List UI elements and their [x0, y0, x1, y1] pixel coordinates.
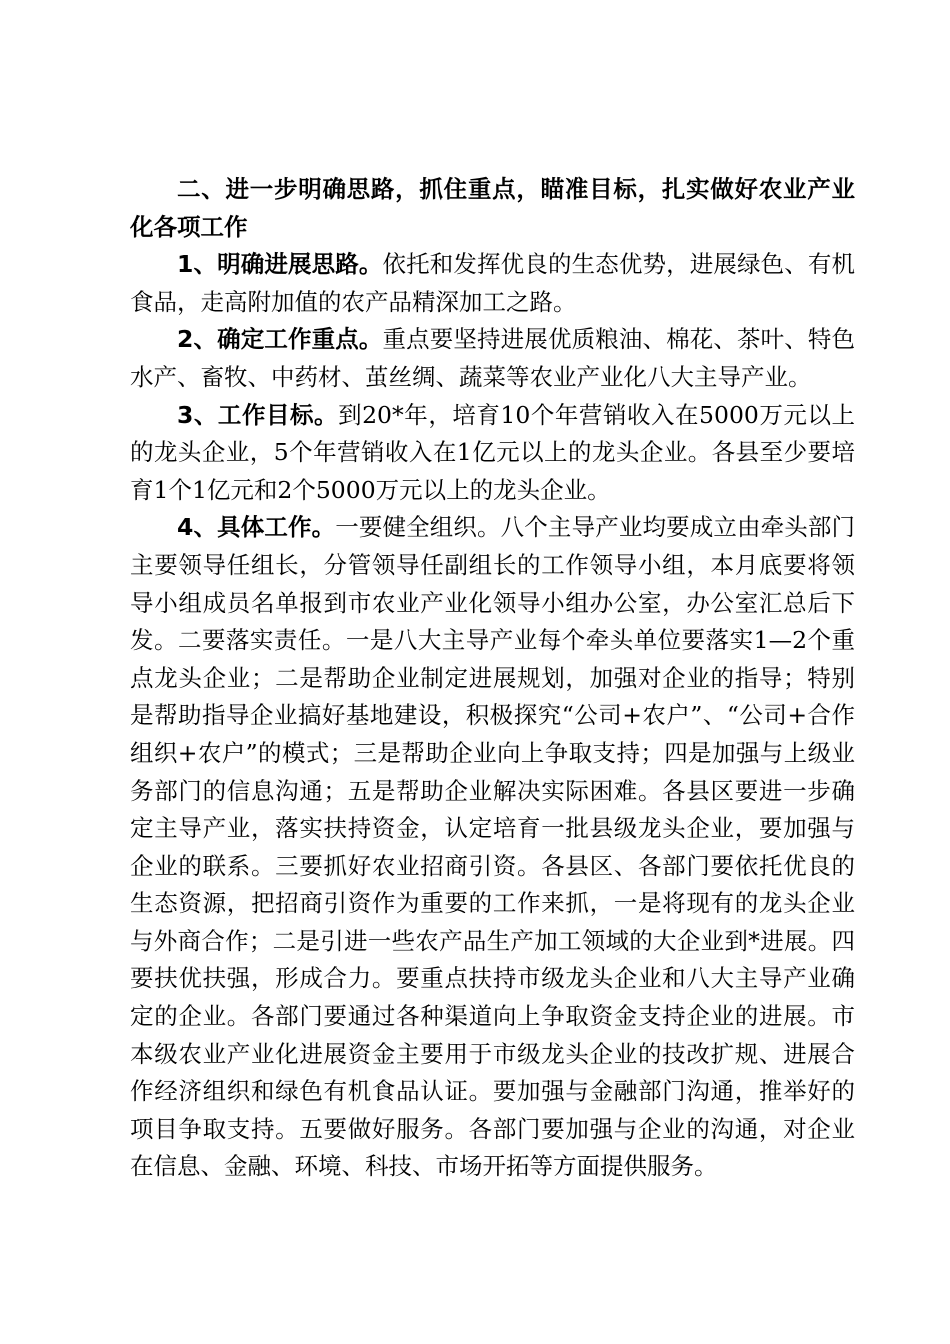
paragraph-4-body: 一要健全组织。八个主导产业均要成立由牵头部门主要领导任组长，分管领导任副组长的工作领导小组，本月底要将领导小组成员名单报到市农业产业化领导小组办公室，办公室汇总后下发。二要落实责任。一是八大主导产业每个牵头单位要落实1—2个重点龙头企业；二是帮助企业制定进展规划，加强对企业的指导；特别是帮助指导企业搞好基地建设，积极探究“公司+农户”、“公司+合作组织+农户”的模式；三是帮助企业向上争取支持；四是加强与上级业务部门的信息沟通；五是帮助企业解决实际困难。各县区要进一步确定主导产业，落实扶持资金，认定培育一批县级龙头企业，要加强与企业的联系。三要抓好农业招商引资。各县区、各部门要依托优良的生态资源，把招商引资作为重要的工作来抓，一是将现有的龙头企业与外商合作；二是引进一些农产品生产加工领域的大企业到*进展。四要扶优扶强，形成合力。要重点扶持市级龙头企业和八大主导产业确定的企业。各部门要通过各种渠道向上争取资金支持企业的进展。市本级农业产业化进展资金主要用于市级龙头企业的技改扩规、进展合作经济组织和绿色有机食品认证。要加强与金融部门沟通，推举好的项目争取支持。五要做好服务。各部门要加强与企业的沟通，对企业在信息、金融、环境、科技、市场开拓等方面提供服务。 [130, 513, 855, 1181]
section-heading: 二、进一步明确思路，抓住重点，瞄准目标，扎实做好农业产业化各项工作 [130, 175, 855, 241]
paragraph-1-lead: 1、明确进展思路。 [177, 250, 383, 279]
paragraph-3-body: 到20*年，培育10个年营销收入在5000万元以上的龙头企业，5个年营销收入在1亿元以上的龙头企业。各县至少要培育1个1亿元和2个5000万元以上的龙头企业。 [130, 400, 855, 504]
paragraph-3 [130, 397, 855, 510]
paragraph-2-body: 重点要坚持进展优质粮油、棉花、茶叶、特色水产、畜牧、中药材、茧丝绸、蔬菜等农业产业化八大主导产业。 [130, 325, 856, 391]
paragraph-2-lead: 2、确定工作重点。 [177, 325, 383, 354]
paragraph-4 [130, 509, 855, 1186]
paragraph-3-lead: 3、工作目标。 [177, 400, 339, 429]
paragraph-1-body: 依托和发挥优良的生态优势，进展绿色、有机食品，走高附加值的农产品精深加工之路。 [130, 250, 856, 316]
document-body [130, 171, 855, 1186]
paragraph-4-lead: 4、具体工作。 [177, 513, 336, 542]
paragraph-1 [130, 246, 855, 321]
paragraph-2 [130, 321, 855, 396]
